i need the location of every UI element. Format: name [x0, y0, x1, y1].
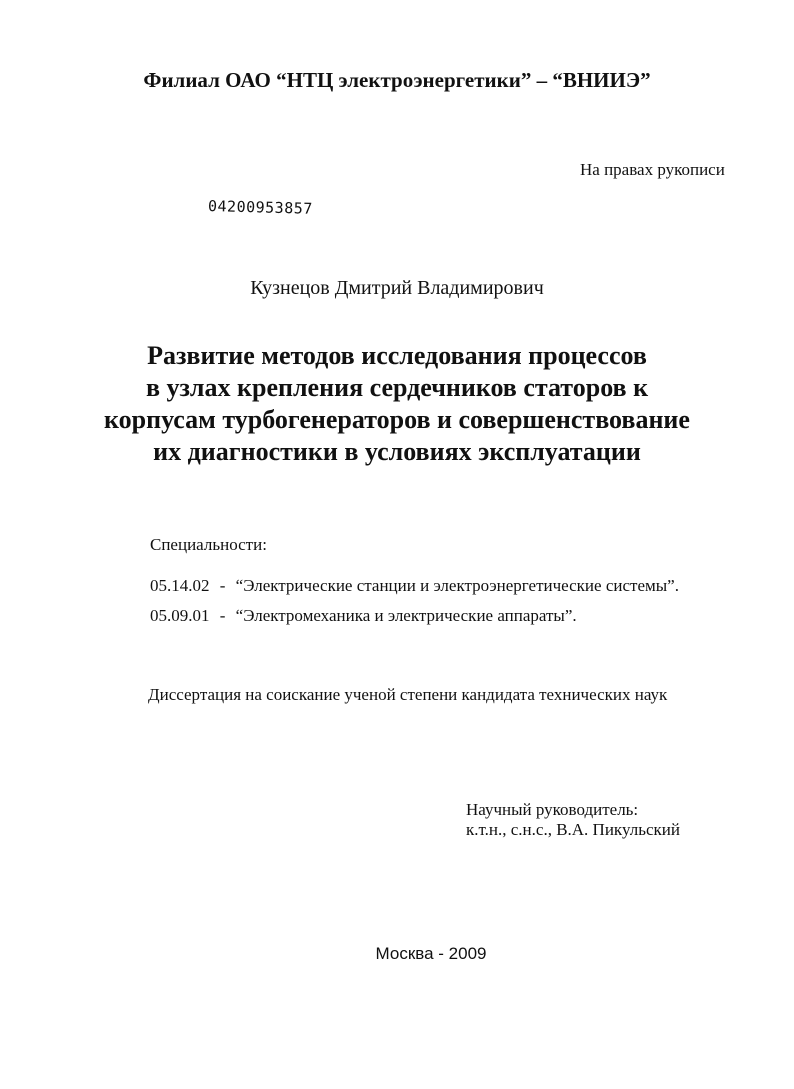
supervisor-name: к.т.н., с.н.с., В.А. Пикульский	[466, 820, 680, 839]
dissertation-title	[0, 340, 794, 468]
specialty-name: “Электрические станции и электроэнергетические системы”.	[235, 576, 679, 595]
specialty-dash: -	[219, 606, 226, 625]
specialty-code: 05.14.02	[150, 576, 210, 595]
city-year: Москва - 2009	[375, 944, 487, 963]
manuscript-note: На правах рукописи	[580, 160, 725, 179]
title-line: их диагностики в условиях эксплуатации	[153, 437, 641, 466]
organization-header: Филиал ОАО “НТЦ электроэнергетики” – “ВНИИЭ”	[143, 68, 651, 92]
title-line: Развитие методов исследования процессов	[147, 341, 647, 370]
specialty-code: 05.09.01	[150, 606, 210, 625]
supervisor-label: Научный руководитель:	[466, 800, 639, 819]
title-line: в узлах крепления сердечников статоров к	[145, 373, 649, 402]
specialty-name: “Электромеханика и электрические аппараты”.	[235, 606, 577, 625]
specialty-item	[150, 606, 577, 626]
degree-statement: Диссертация на соискание ученой степени кандидата технических наук	[148, 685, 668, 704]
author-name: Кузнецов Дмитрий Владимирович	[250, 277, 544, 299]
specialty-item	[150, 576, 679, 596]
specialties-heading: Специальности:	[150, 535, 267, 554]
stamp-number: 04200953857	[207, 197, 314, 218]
title-line: корпусам турбогенераторов и совершенствование	[104, 405, 690, 434]
specialty-dash: -	[219, 576, 226, 595]
